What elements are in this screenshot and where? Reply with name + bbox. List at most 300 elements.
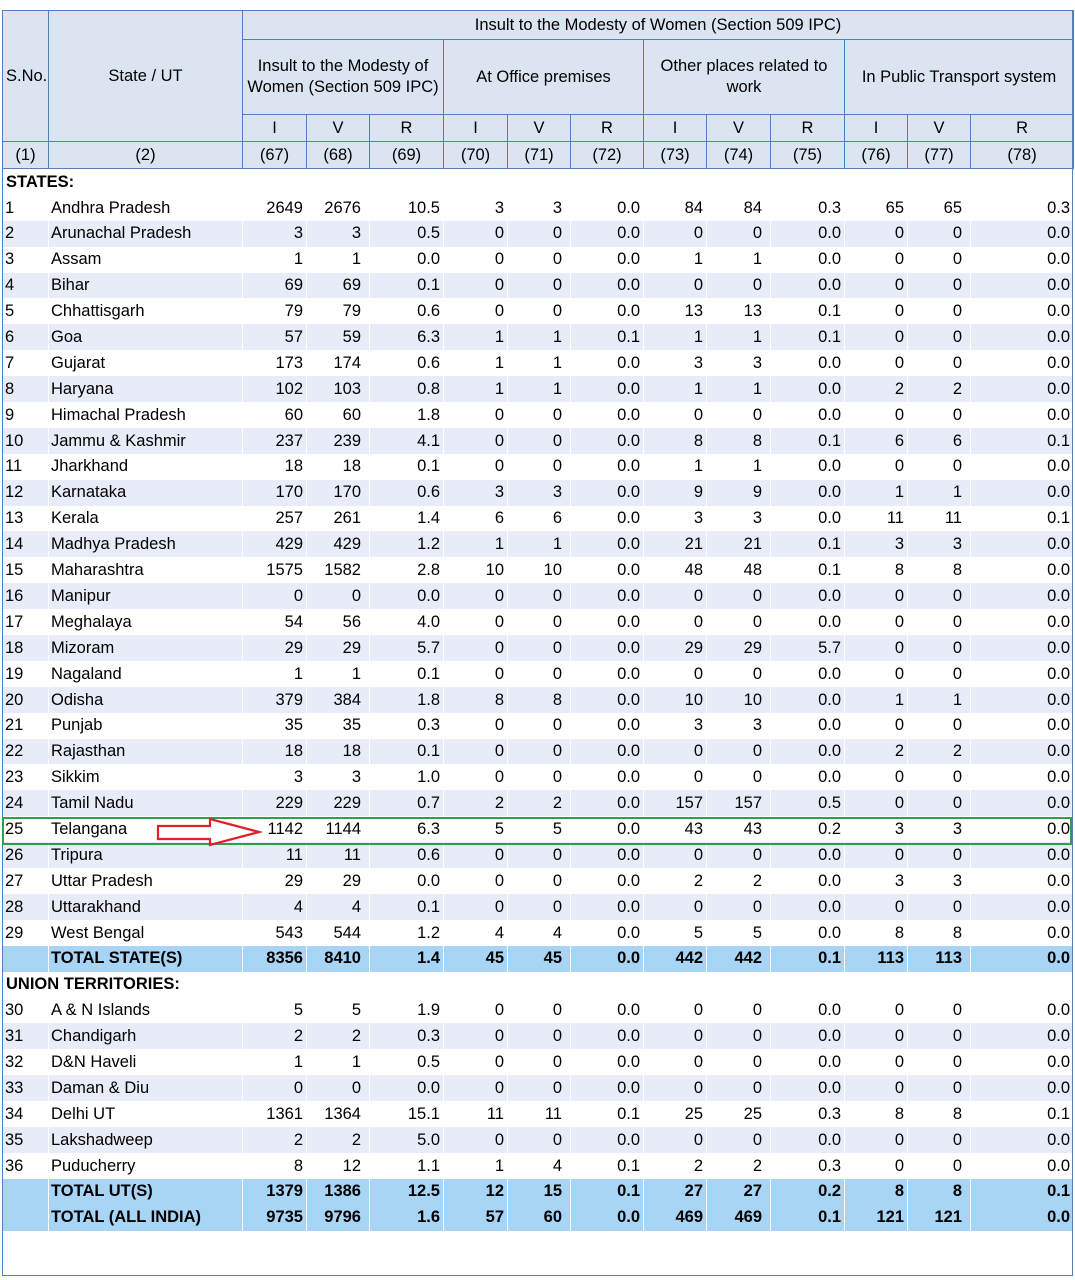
value-cell: 21 [644,531,707,557]
value-cell: 0 [508,998,571,1024]
value-cell: 0.0 [571,764,644,790]
value-cell: 0.0 [971,790,1074,816]
value-cell: 0 [444,428,508,454]
state-name-cell: Karnataka [49,480,243,506]
value-cell: 0.0 [771,739,845,765]
value-cell: 1 [508,376,571,402]
value-cell: 29 [307,635,370,661]
value-cell: 0 [508,868,571,894]
value-cell: 8 [908,920,971,946]
value-cell: 0.0 [571,273,644,299]
value-cell: 3 [908,531,971,557]
value-cell: 0.0 [971,273,1074,299]
value-cell: 45 [444,946,508,972]
table-row [3,1023,1074,1049]
value-cell: 5 [707,920,771,946]
value-cell: 3 [243,221,307,247]
value-cell: 0 [644,1049,707,1075]
value-cell: 0.0 [771,998,845,1024]
table-row [3,350,1074,376]
value-cell: 60 [307,402,370,428]
table-row [3,506,1074,532]
table-row [3,1101,1074,1127]
state-name-cell: Daman & Diu [49,1075,243,1101]
value-cell: 0.0 [971,764,1074,790]
value-cell: 0.0 [971,1049,1074,1075]
value-cell: 0 [307,583,370,609]
sno-cell: 15 [3,557,49,583]
value-cell: 1 [508,531,571,557]
value-cell: 0 [845,1049,908,1075]
value-cell: 35 [307,713,370,739]
value-cell: 1 [243,1049,307,1075]
value-cell: 0.0 [571,195,644,221]
ivr-header-cell: I [845,115,908,142]
value-cell: 0 [707,842,771,868]
value-cell: 0 [444,298,508,324]
value-cell: 3 [508,480,571,506]
value-cell: 0 [908,1049,971,1075]
value-cell: 11 [307,842,370,868]
value-cell: 4 [444,920,508,946]
value-cell: 0 [644,402,707,428]
ivr-header-cell: R [370,115,444,142]
value-cell: 2 [707,868,771,894]
value-cell: 0 [845,842,908,868]
table-row [3,247,1074,273]
value-cell: 1 [908,480,971,506]
value-cell: 0 [508,221,571,247]
value-cell: 11 [845,506,908,532]
value-cell: 60 [243,402,307,428]
value-cell: 1 [644,324,707,350]
value-cell: 1379 [243,1179,307,1205]
total-row [3,1179,1074,1205]
column-number-cell: (71) [508,142,571,169]
value-cell: 2 [644,1153,707,1179]
value-cell: 0 [908,454,971,480]
value-cell: 0 [908,1153,971,1179]
value-cell: 0 [908,1023,971,1049]
subgroup-total: Insult to the Modesty of Women (Section 509 IPC) [243,40,444,115]
value-cell: 0 [644,1127,707,1153]
value-cell: 0 [508,1049,571,1075]
value-cell: 113 [908,946,971,972]
table-row [3,739,1074,765]
value-cell: 11 [243,842,307,868]
value-cell: 1.8 [370,402,444,428]
value-cell: 0 [707,1023,771,1049]
value-cell: 0.0 [771,713,845,739]
value-cell: 1364 [307,1101,370,1127]
value-cell: 0.0 [971,661,1074,687]
value-cell: 469 [707,1205,771,1231]
value-cell: 103 [307,376,370,402]
total-row [3,946,1074,972]
value-cell: 0 [508,661,571,687]
value-cell: 8410 [307,946,370,972]
state-name-cell: TOTAL UT(S) [49,1179,243,1205]
value-cell: 0 [845,661,908,687]
value-cell: 3 [845,531,908,557]
value-cell: 0.0 [971,247,1074,273]
value-cell: 0.1 [771,428,845,454]
value-cell: 0.7 [370,790,444,816]
value-cell: 0.0 [571,454,644,480]
sno-cell: 29 [3,920,49,946]
subgroup-work-places: Other places related to work [644,40,845,115]
value-cell: 0.0 [971,998,1074,1024]
table-row [3,1153,1074,1179]
value-cell: 65 [845,195,908,221]
value-cell: 11 [908,506,971,532]
value-cell: 0.0 [971,713,1074,739]
value-cell: 21 [707,531,771,557]
value-cell: 2649 [243,195,307,221]
sno-cell: 13 [3,506,49,532]
value-cell: 0 [908,298,971,324]
value-cell: 0.1 [971,1101,1074,1127]
value-cell: 2 [508,790,571,816]
value-cell: 0 [845,609,908,635]
value-cell: 0.0 [971,350,1074,376]
value-cell: 6 [508,506,571,532]
value-cell: 4.1 [370,428,444,454]
value-cell: 10.5 [370,195,444,221]
value-cell: 25 [707,1101,771,1127]
state-name-cell: Haryana [49,376,243,402]
value-cell: 0 [845,247,908,273]
value-cell: 0.0 [971,454,1074,480]
value-cell: 0 [845,1127,908,1153]
value-cell: 0 [508,247,571,273]
value-cell: 3 [707,350,771,376]
value-cell: 0.2 [771,816,845,842]
value-cell: 257 [243,506,307,532]
value-cell: 0.0 [771,247,845,273]
value-cell: 0.0 [971,894,1074,920]
column-number-row [3,142,1074,169]
column-number-cell: (68) [307,142,370,169]
value-cell: 1 [444,350,508,376]
value-cell: 9 [644,480,707,506]
subgroup-public-transport: In Public Transport system [845,40,1074,115]
value-cell: 8 [444,687,508,713]
value-cell: 0 [707,273,771,299]
value-cell: 0.1 [370,454,444,480]
value-cell: 0 [508,454,571,480]
value-cell: 1 [307,661,370,687]
value-cell: 0.0 [771,842,845,868]
value-cell: 3 [508,195,571,221]
sno-cell: 22 [3,739,49,765]
ivr-header-cell: R [771,115,845,142]
value-cell: 1.4 [370,506,444,532]
value-cell: 0 [908,1075,971,1101]
ivr-header-cell: V [707,115,771,142]
table-row [3,454,1074,480]
value-cell: 4 [508,920,571,946]
value-cell: 1 [307,1049,370,1075]
value-cell: 0 [707,221,771,247]
value-cell: 0.0 [971,868,1074,894]
column-number-cell: (70) [444,142,508,169]
value-cell: 0 [444,247,508,273]
value-cell: 1 [707,454,771,480]
value-cell: 0 [508,1075,571,1101]
state-name-cell: Nagaland [49,661,243,687]
ivr-header-cell: V [908,115,971,142]
value-cell: 0 [444,661,508,687]
column-number-cell: (1) [3,142,49,169]
value-cell: 0.0 [571,480,644,506]
table-row [3,402,1074,428]
value-cell: 1.8 [370,687,444,713]
ivr-header-cell: I [444,115,508,142]
value-cell: 0 [908,402,971,428]
state-name-cell: West Bengal [49,920,243,946]
value-cell: 0.0 [571,713,644,739]
value-cell: 0.0 [571,842,644,868]
value-cell: 0.1 [771,531,845,557]
value-cell: 0.0 [771,1075,845,1101]
value-cell: 0.0 [971,816,1074,842]
value-cell: 43 [707,816,771,842]
value-cell: 229 [243,790,307,816]
value-cell: 0.0 [571,661,644,687]
value-cell: 6 [908,428,971,454]
value-cell: 0.3 [971,195,1074,221]
value-cell: 1.0 [370,764,444,790]
state-name-cell: Delhi UT [49,1101,243,1127]
value-cell: 1 [644,376,707,402]
value-cell: 0.0 [971,842,1074,868]
subgroup-office: At Office premises [444,40,644,115]
value-cell: 8356 [243,946,307,972]
table-row [3,531,1074,557]
value-cell: 1582 [307,557,370,583]
value-cell: 0 [845,298,908,324]
value-cell: 0.1 [771,557,845,583]
value-cell: 0 [908,221,971,247]
value-cell: 0.0 [571,868,644,894]
value-cell: 0.0 [571,531,644,557]
value-cell: 0 [707,1075,771,1101]
value-cell: 0 [444,1049,508,1075]
table-row [3,713,1074,739]
value-cell: 0 [444,221,508,247]
table-row [3,764,1074,790]
value-cell: 45 [508,946,571,972]
value-cell: 79 [243,298,307,324]
red-arrow-icon [156,818,262,848]
sno-cell: 3 [3,247,49,273]
value-cell: 0 [508,298,571,324]
sno-cell: 31 [3,1023,49,1049]
value-cell: 2 [307,1127,370,1153]
state-name-cell: Goa [49,324,243,350]
value-cell: 0.0 [971,739,1074,765]
value-cell: 3 [908,816,971,842]
value-cell: 0 [444,739,508,765]
sno-cell: 4 [3,273,49,299]
value-cell: 0 [644,221,707,247]
value-cell: 0.1 [571,324,644,350]
value-cell: 8 [908,557,971,583]
value-cell: 3 [845,868,908,894]
value-cell: 0 [845,324,908,350]
group-title: Insult to the Modesty of Women (Section 509 IPC) [243,11,1074,40]
value-cell: 0.0 [771,1023,845,1049]
state-name-cell: Bihar [49,273,243,299]
state-name-cell: Gujarat [49,350,243,376]
sno-cell: 26 [3,842,49,868]
value-cell: 0 [644,1023,707,1049]
value-cell: 11 [508,1101,571,1127]
value-cell: 0 [908,713,971,739]
state-header: State / UT [49,11,243,142]
sno-cell: 10 [3,428,49,454]
value-cell: 0.0 [971,376,1074,402]
value-cell: 59 [307,324,370,350]
value-cell: 1 [508,350,571,376]
value-cell: 0.1 [771,298,845,324]
value-cell: 0.0 [771,764,845,790]
section-heading: UNION TERRITORIES: [3,972,1074,998]
value-cell: 1 [707,247,771,273]
value-cell: 0 [908,764,971,790]
column-number-cell: (75) [771,142,845,169]
value-cell: 0.1 [370,273,444,299]
value-cell: 8 [243,1153,307,1179]
value-cell: 48 [644,557,707,583]
column-number-cell: (77) [908,142,971,169]
table-row [3,998,1074,1024]
value-cell: 0.0 [771,350,845,376]
value-cell: 1 [644,454,707,480]
value-cell: 35 [243,713,307,739]
value-cell: 442 [707,946,771,972]
value-cell: 0.0 [971,480,1074,506]
value-cell: 0 [707,1127,771,1153]
value-cell: 0.0 [771,402,845,428]
value-cell: 0.0 [370,247,444,273]
sno-cell: 2 [3,221,49,247]
value-cell: 5 [307,998,370,1024]
state-name-cell: A & N Islands [49,998,243,1024]
value-cell: 0 [508,764,571,790]
value-cell: 0 [508,842,571,868]
value-cell: 469 [644,1205,707,1231]
value-cell: 0 [444,764,508,790]
value-cell: 544 [307,920,370,946]
sno-cell: 24 [3,790,49,816]
sno-cell: 5 [3,298,49,324]
value-cell: 3 [707,506,771,532]
value-cell: 0.3 [370,1023,444,1049]
value-cell: 8 [707,428,771,454]
state-name-cell: Lakshadweep [49,1127,243,1153]
sno-cell: 21 [3,713,49,739]
value-cell: 0 [508,583,571,609]
value-cell: 0 [644,894,707,920]
value-cell: 0.0 [771,583,845,609]
value-cell: 102 [243,376,307,402]
value-cell: 3 [644,713,707,739]
value-cell: 0.0 [771,1049,845,1075]
value-cell: 0 [307,1075,370,1101]
value-cell: 157 [707,790,771,816]
value-cell: 0.5 [370,1049,444,1075]
value-cell: 84 [644,195,707,221]
state-name-cell: Madhya Pradesh [49,531,243,557]
value-cell: 5.7 [370,635,444,661]
column-number-cell: (69) [370,142,444,169]
value-cell: 0 [908,609,971,635]
ivr-header-cell: V [508,115,571,142]
value-cell: 0 [444,868,508,894]
value-cell: 1361 [243,1101,307,1127]
value-cell: 13 [707,298,771,324]
value-cell: 0.3 [370,713,444,739]
state-name-cell: Uttarakhand [49,894,243,920]
value-cell: 0.0 [771,609,845,635]
value-cell: 6 [444,506,508,532]
value-cell: 43 [644,816,707,842]
value-cell: 0.0 [971,1023,1074,1049]
value-cell: 0 [845,998,908,1024]
state-name-cell: Jammu & Kashmir [49,428,243,454]
value-cell: 48 [707,557,771,583]
value-cell: 25 [644,1101,707,1127]
value-cell: 0.5 [771,790,845,816]
value-cell: 0 [908,324,971,350]
sno-cell [3,1205,49,1231]
value-cell: 0.0 [571,816,644,842]
value-cell: 29 [243,868,307,894]
value-cell: 0.0 [571,1127,644,1153]
value-cell: 170 [243,480,307,506]
value-cell: 3 [444,480,508,506]
value-cell: 0 [444,273,508,299]
value-cell: 0 [908,1127,971,1153]
value-cell: 0.0 [771,1127,845,1153]
section-heading-row [3,169,1074,195]
sno-cell: 30 [3,998,49,1024]
value-cell: 0.0 [571,247,644,273]
value-cell: 1144 [307,816,370,842]
value-cell: 0.6 [370,480,444,506]
value-cell: 15 [508,1179,571,1205]
sno-cell: 25 [3,816,49,842]
value-cell: 0 [444,998,508,1024]
value-cell: 18 [307,454,370,480]
value-cell: 8 [908,1101,971,1127]
value-cell: 0.1 [971,1179,1074,1205]
column-number-cell: (78) [971,142,1074,169]
ivr-header-cell: R [971,115,1074,142]
value-cell: 0 [644,842,707,868]
value-cell: 0 [444,1075,508,1101]
state-name-cell: Assam [49,247,243,273]
value-cell: 0 [508,273,571,299]
value-cell: 1.2 [370,920,444,946]
value-cell: 0 [845,790,908,816]
sno-cell: 36 [3,1153,49,1179]
value-cell: 3 [444,195,508,221]
sno-cell: 18 [3,635,49,661]
value-cell: 8 [508,687,571,713]
